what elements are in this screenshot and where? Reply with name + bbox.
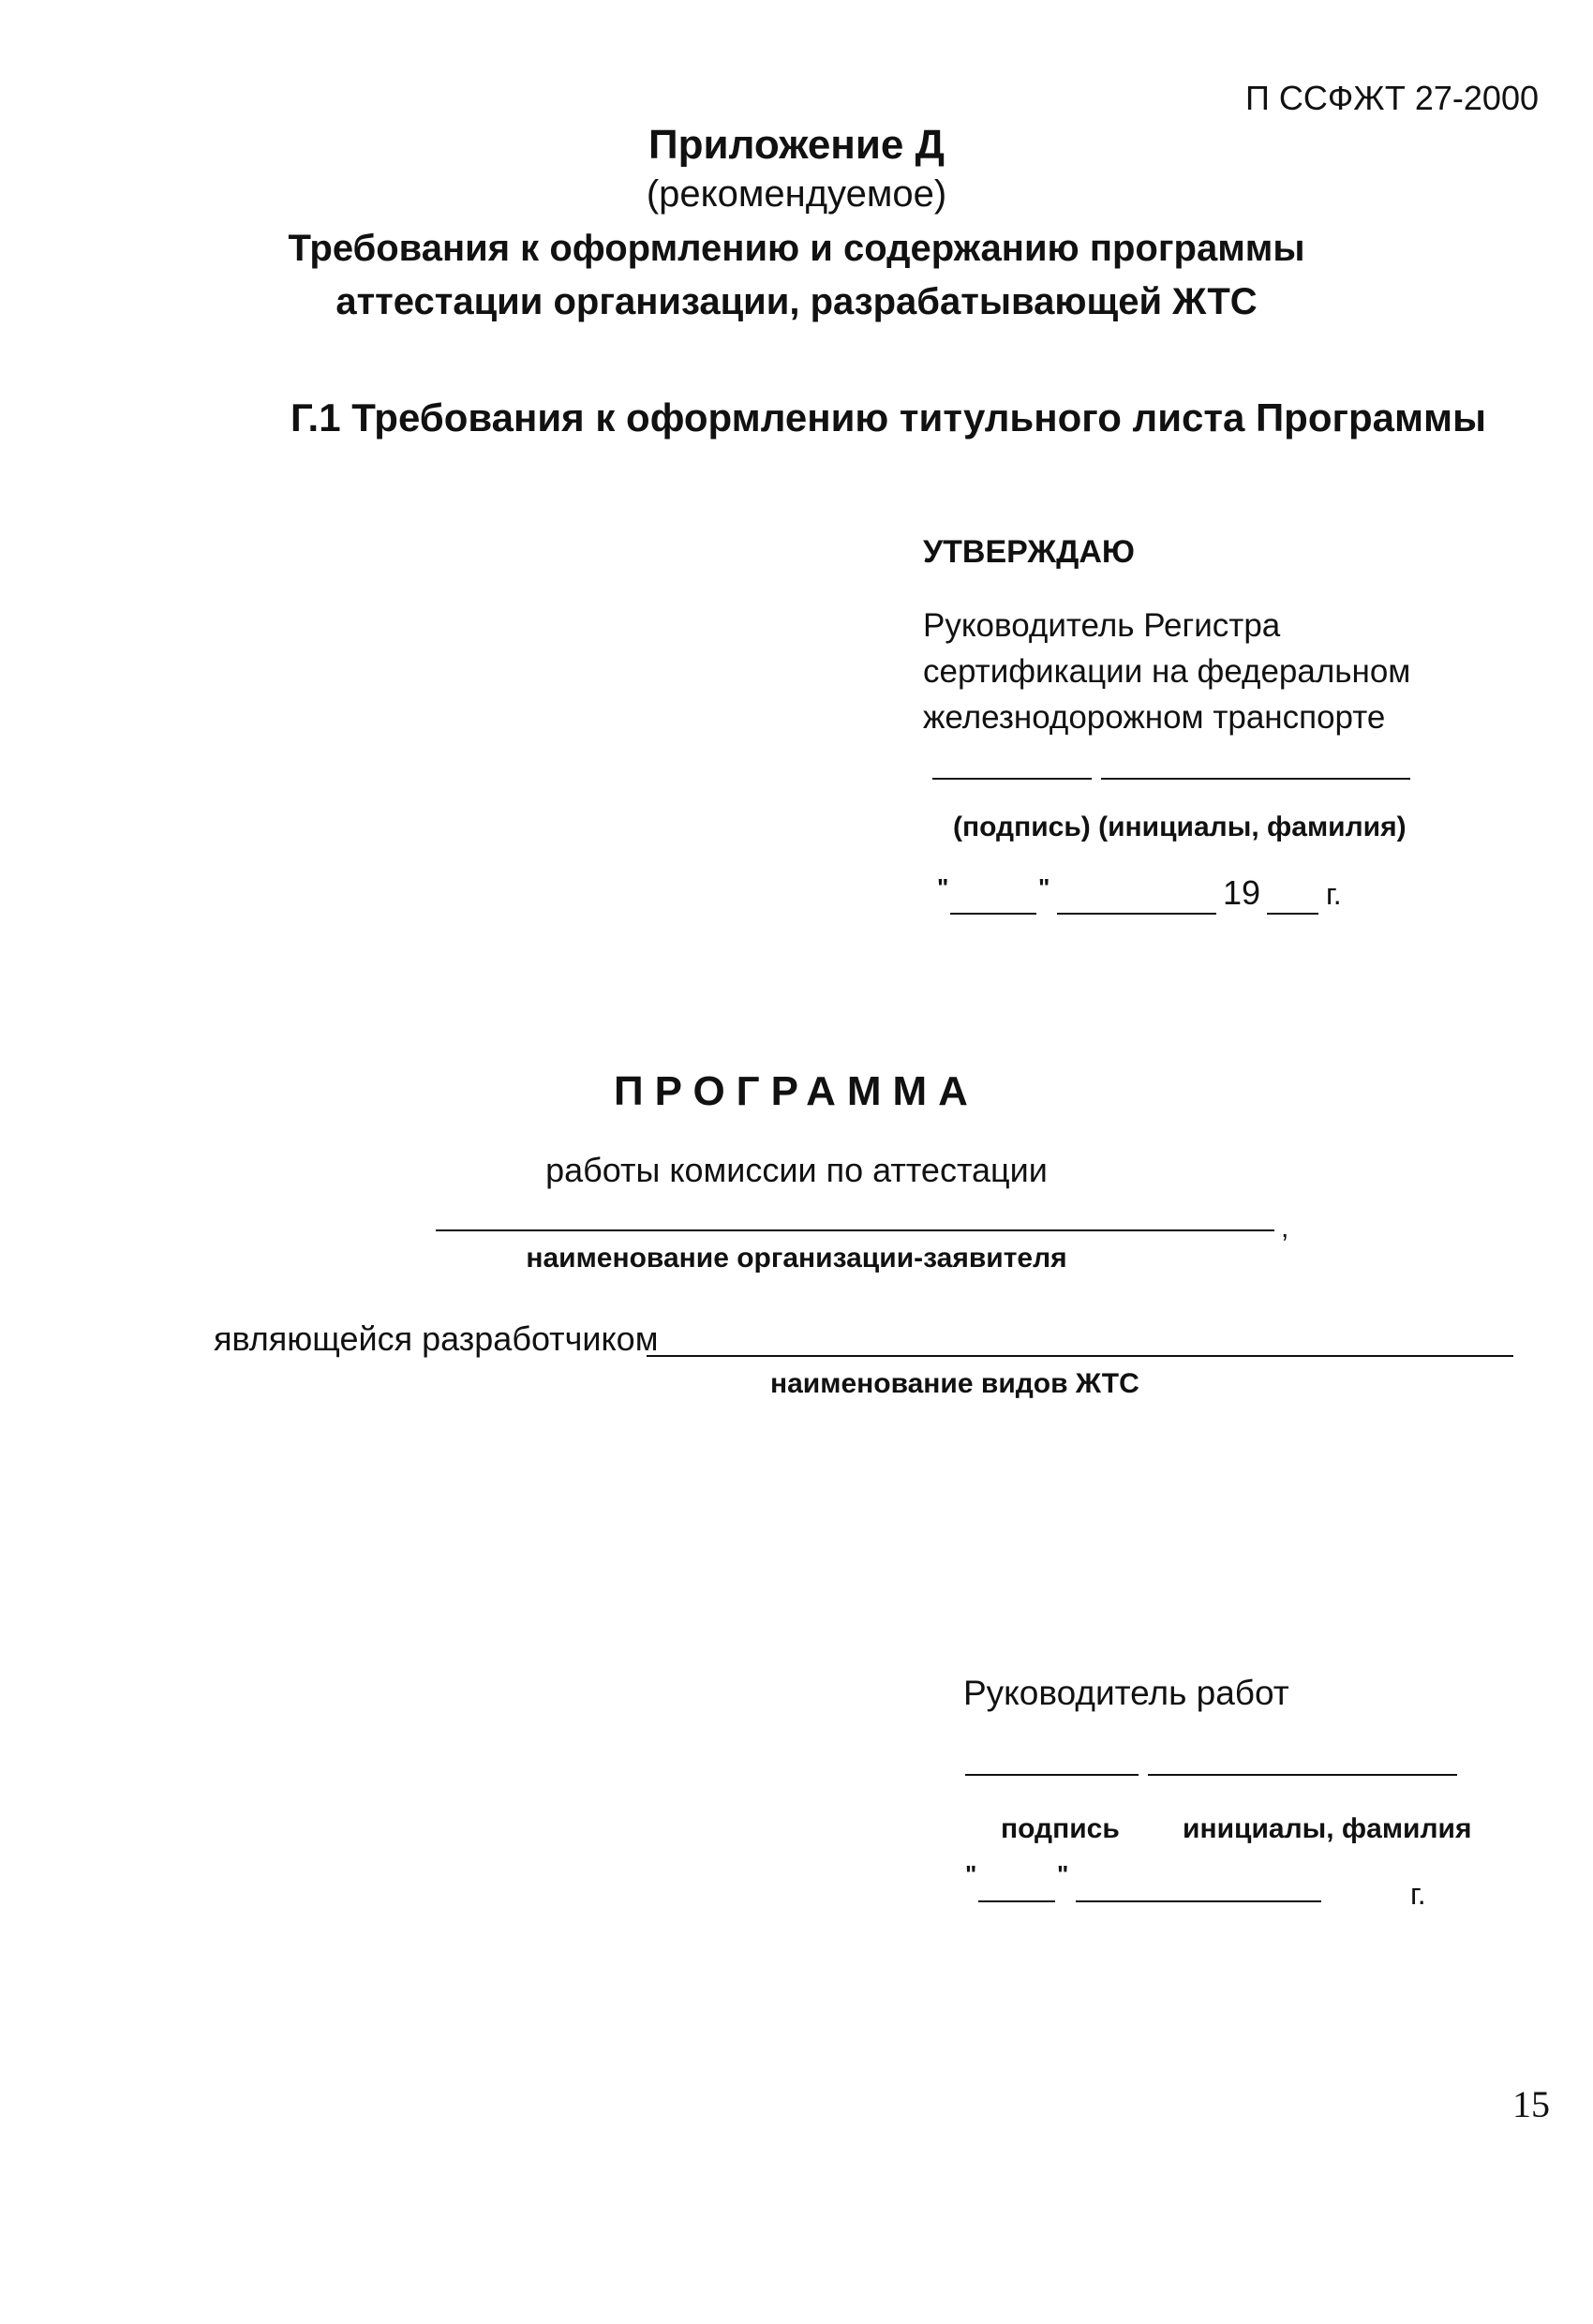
approver-line: Руководитель Регистра: [923, 607, 1281, 644]
head-name-blank-line: [1148, 1774, 1457, 1776]
year-blank-line: [1267, 913, 1318, 915]
developer-caption: наименование видов ЖТС: [770, 1368, 1139, 1399]
head-date-quote-close: ": [1057, 1860, 1069, 1888]
program-subtitle: работы комиссии по аттестации: [545, 1151, 1048, 1189]
developer-blank-line: [647, 1355, 1513, 1357]
head-year-suffix: г.: [1410, 1877, 1426, 1911]
work-head-label: Руководитель работ: [963, 1674, 1289, 1712]
head-month-blank-line: [1076, 1900, 1321, 1902]
document-code: П ССФЖТ 27-2000: [1245, 79, 1539, 117]
year-suffix: г.: [1326, 877, 1342, 911]
section-heading: Г.1 Требования к оформлению титульного листа Программы: [290, 395, 1486, 439]
head-name-caption: инициалы, фамилия: [1183, 1813, 1472, 1844]
organization-comma: ,: [1281, 1213, 1289, 1244]
date-quote-open: ": [937, 873, 949, 901]
approval-date-row: [937, 873, 1368, 920]
head-date-quote-open: ": [965, 1860, 977, 1888]
appendix-heading-line2: аттестации организации, разрабатывающей ЖТС: [335, 281, 1258, 322]
organization-blank-line: [436, 1229, 1274, 1231]
head-day-blank-line: [978, 1900, 1055, 1902]
head-date-row: [965, 1860, 1434, 1912]
name-blank-line: [1101, 778, 1410, 780]
month-blank-line: [1057, 913, 1216, 915]
signature-caption: (подпись) (инициалы, фамилия): [953, 812, 1407, 842]
appendix-title: Приложение Д: [648, 122, 945, 168]
date-quote-close: ": [1038, 873, 1050, 901]
appendix-subtitle: (рекомендуемое): [646, 173, 947, 215]
signature-blank-line: [932, 778, 1092, 780]
organization-caption: наименование организации-заявителя: [526, 1243, 1067, 1274]
approve-word: УТВЕРЖДАЮ: [923, 534, 1135, 570]
page-number: 15: [1512, 2083, 1550, 2125]
year-prefix: 19: [1223, 873, 1261, 912]
developer-label: являющейся разработчиком: [214, 1319, 659, 1358]
head-signature-blank-line: [965, 1774, 1139, 1776]
day-blank-line: [950, 913, 1036, 915]
program-title: ПРОГРАММА: [614, 1068, 979, 1114]
head-signature-caption: подпись: [1001, 1813, 1120, 1844]
appendix-heading-line1: Требования к оформлению и содержанию программы: [288, 228, 1305, 269]
approver-line: железнодорожном транспорте: [923, 699, 1386, 736]
approver-line: сертификации на федеральном: [923, 653, 1411, 690]
